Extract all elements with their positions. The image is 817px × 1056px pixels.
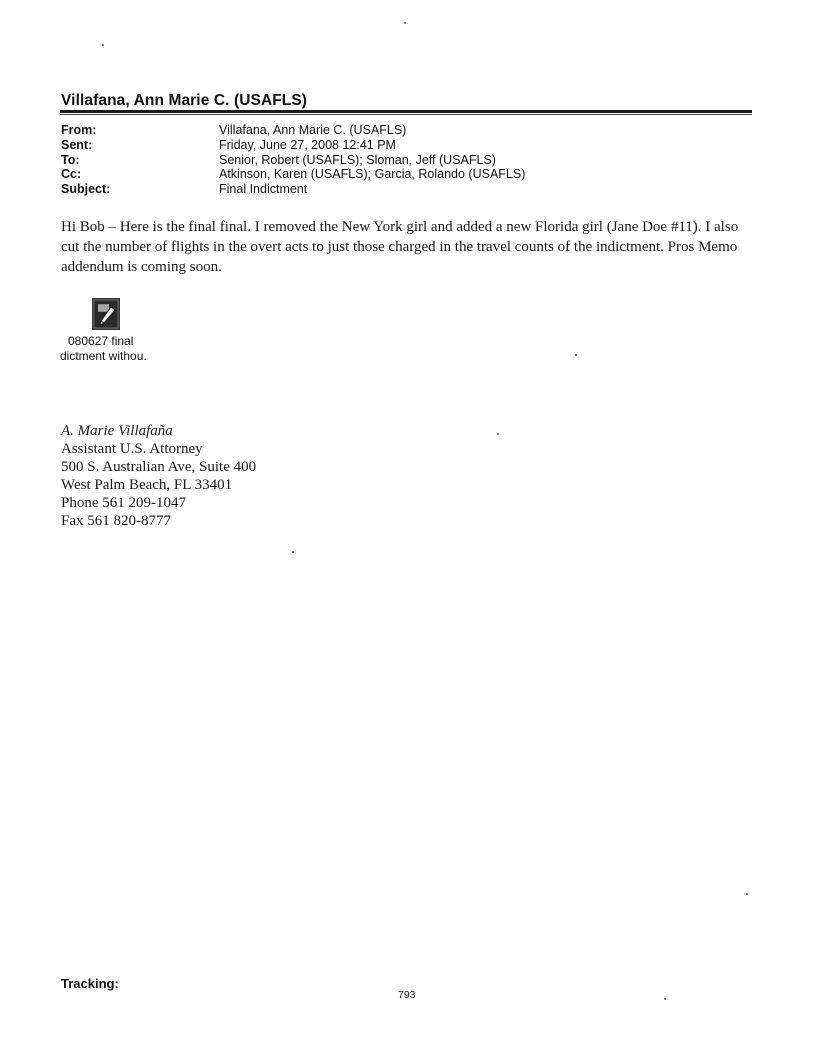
scan-speck: [497, 433, 499, 435]
sender-name: Villafana, Ann Marie C. (USAFLS): [61, 92, 308, 109]
signature-name: A. Marie Villafaña: [61, 423, 173, 439]
signature-title: Assistant U.S. Attorney: [61, 441, 203, 457]
header-row-cc: [61, 167, 661, 182]
header-label: Sent:: [61, 137, 93, 152]
cc-value: Atkinson, Karen (USAFLS); Garcia, Rolando (USAFLS): [219, 167, 526, 182]
header-label: Subject:: [61, 182, 111, 197]
to-value: Senior, Robert (USAFLS); Sloman, Jeff (USAFLS): [219, 152, 496, 167]
header-divider: [60, 110, 752, 113]
header-row-sent: [61, 138, 661, 153]
signature-phone: Phone 561 209-1047: [61, 495, 186, 511]
header-label: From:: [61, 123, 97, 137]
header-row-to: [61, 153, 661, 168]
scan-speck: [575, 354, 577, 356]
signature-address-line1: 500 S. Australian Ave, Suite 400: [61, 459, 257, 475]
header-row-subject: [61, 182, 661, 197]
page-number: 793: [398, 989, 416, 1001]
sent-value: Friday, June 27, 2008 12:41 PM: [219, 137, 396, 152]
subject-value: Final Indictment: [219, 182, 308, 197]
header-label: Cc:: [61, 167, 82, 182]
scan-speck: [404, 22, 406, 24]
attachment-name-line1: 080627 final: [68, 334, 134, 348]
tracking-label: Tracking:: [61, 976, 119, 991]
scan-speck: [102, 44, 104, 46]
signature-fax: Fax 561 820-8777: [61, 513, 171, 529]
scan-speck: [746, 893, 748, 895]
attachment-filename[interactable]: [60, 334, 170, 364]
signature-address-line2: West Palm Beach, FL 33401: [61, 477, 233, 493]
email-headers: [61, 123, 661, 197]
scan-speck: [292, 551, 294, 553]
scan-speck: [664, 998, 666, 1000]
from-value: Villafana, Ann Marie C. (USAFLS): [219, 123, 407, 137]
header-label: To:: [61, 152, 80, 167]
document-pen-icon[interactable]: [92, 298, 120, 330]
header-row-from: [61, 123, 661, 138]
email-body: Hi Bob – Here is the final final. I removed the New York girl and added a new Florida girl (Jane Doe #11). I also cut the number of flights in the overt acts to just those charged in the travel counts of the indictment. Pros Memo addendum is coming soon.: [61, 219, 739, 275]
signature-block: [61, 422, 256, 530]
header-divider-thin: [60, 114, 752, 115]
attachment-name-line2: dictment withou.: [60, 349, 147, 363]
